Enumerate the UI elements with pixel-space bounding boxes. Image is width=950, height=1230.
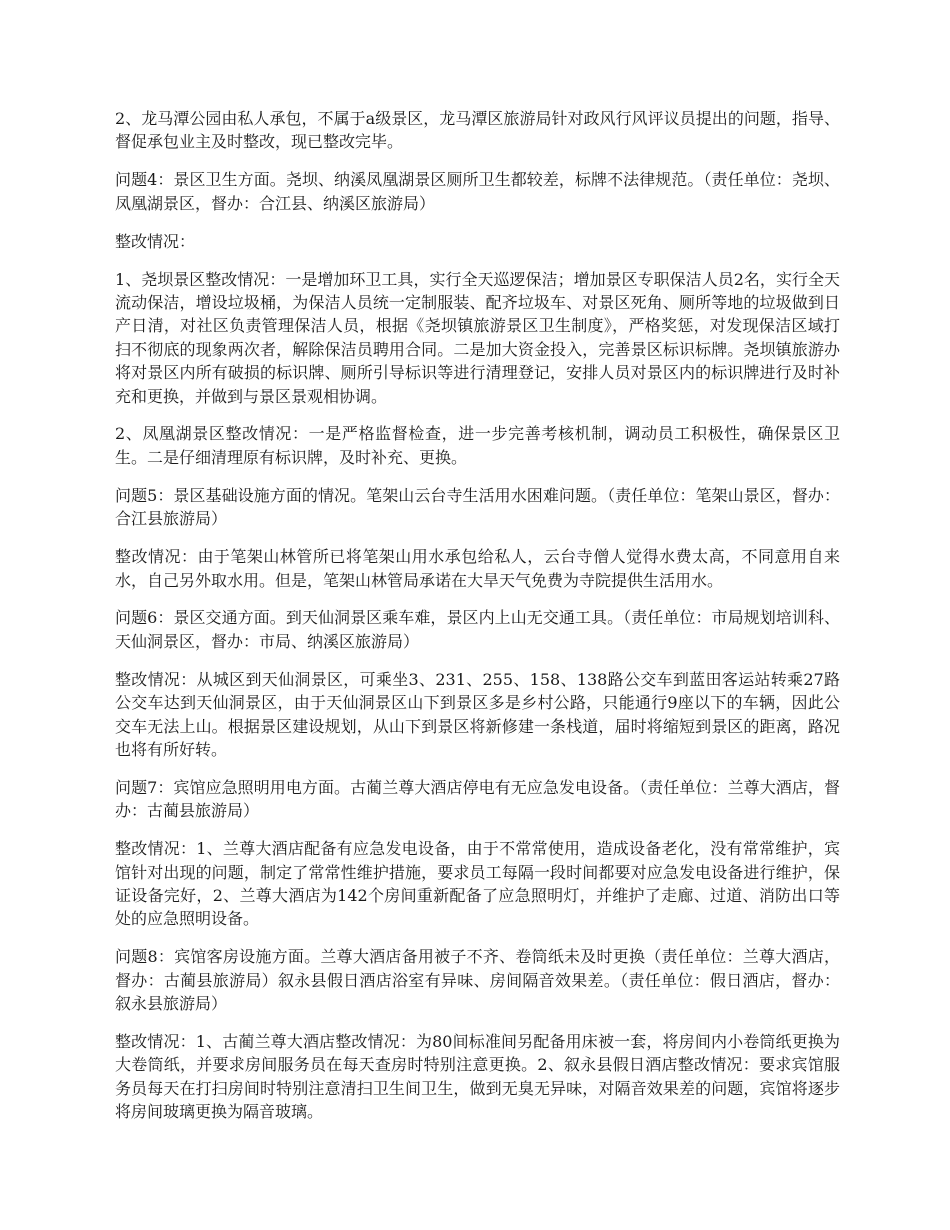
paragraph-longmatan-park: 2、龙马潭公园由私人承包，不属于a级景区，龙马潭区旅游局针对政风行风评议员提出的问题，指导、督促承包业主及时整改，现已整改完毕。 [115,109,840,152]
paragraph-issue-7-rectification: 整改情况：1、兰尊大酒店配备有应急发电设备，由于不常常使用，造成设备老化，没有常常维护，宾馆针对出现的问题，制定了常常性维护措施，要求员工每隔一段时间都要对应急发电设备进行维护，保证设备完好，2、兰尊大酒店为142个房间重新配备了应急照明灯，并维护了走廊、过道、消防出口等处的应急照明设备。 [115,839,840,929]
paragraph-fenghuanghu-rectification: 2、凤凰湖景区整改情况：一是严格监督检查，进一步完善考核机制，调动员工积极性，确保景区卫生。二是仔细清理原有标识牌，及时补充、更换。 [115,424,840,467]
paragraph-yaoba-rectification: 1、尧坝景区整改情况：一是增加环卫工具，实行全天巡逻保洁；增加景区专职保洁人员2名，实行全天流动保洁，增设垃圾桶，为保洁人员统一定制服装、配齐垃圾车、对景区死角、厕所等地的垃圾做到日产日清，对社区负责管理保洁人员，根据《尧坝镇旅游景区卫生制度》，严格奖惩，对发现保洁区域打扫不彻底的现象两次者，解除保洁员聘用合同。二是加大资金投入，完善景区标识标牌。尧坝镇旅游办将对景区内所有破损的标识牌、厕所引导标识等进行清理登记，安排人员对景区内的标识牌进行及时补充和更换，并做到与景区景观相协调。 [115,269,840,406]
paragraph-issue-5: 问题5：景区基础设施方面的情况。笔架山云台寺生活用水困难问题。（责任单位：笔架山景区，督办：合江县旅游局） [115,485,840,529]
paragraph-issue-7: 问题7：宾馆应急照明用电方面。古蔺兰尊大酒店停电有无应急发电设备。（责任单位：兰尊大酒店，督办：古蔺县旅游局） [115,777,840,821]
paragraph-issue-5-rectification: 整改情况：由于笔架山林管所已将笔架山用水承包给私人，云台寺僧人觉得水费太高，不同意用自来水，自己另外取水用。但是，笔架山林管局承诺在大旱天气免费为寺院提供生活用水。 [115,547,840,590]
paragraph-issue-8: 问题8：宾馆客房设施方面。兰尊大酒店备用被子不齐、卷筒纸未及时更换（责任单位：兰尊大酒店，督办：古蔺县旅游局）叙永县假日酒店浴室有异味、房间隔音效果差。（责任单位：假日酒店，督办：叙永县旅游局） [115,947,840,1014]
paragraph-issue-6-rectification: 整改情况：从城区到天仙洞景区，可乘坐3、231、255、158、138路公交车到蓝田客运站转乘27路公交车达到天仙洞景区，由于天仙洞景区山下到景区多是乡村公路，只能通行9座以下的车辆，因此公交车无法上山。根据景区建设规划，从山下到景区将新修建一条栈道，届时将缩短到景区的距离，路况也将有所好转。 [115,669,840,759]
paragraph-issue-8-rectification: 整改情况：1、古蔺兰尊大酒店整改情况：为80间标准间另配备用床被一套，将房间内小卷筒纸更换为大卷筒纸，并要求房间服务员在每天查房时特别注意更换。2、叙永县假日酒店整改情况：要求宾馆服务员每天在打扫房间时特别注意清扫卫生间卫生，做到无臭无异味，对隔音效果差的问题，宾馆将逐步将房间玻璃更换为隔音玻璃。 [115,1032,840,1122]
paragraph-rectification-heading: 整改情况： [115,231,196,251]
paragraph-issue-4: 问题4：景区卫生方面。尧坝、纳溪凤凰湖景区厕所卫生都较差，标牌不法律规范。（责任单位：尧坝、凤凰湖景区，督办：合江县、纳溪区旅游局） [115,170,840,213]
paragraph-issue-6: 问题6：景区交通方面。到天仙洞景区乘车难，景区内上山无交通工具。（责任单位：市局规划培训科、天仙洞景区，督办：市局、纳溪区旅游局） [115,608,840,651]
document-body [115,107,840,1138]
